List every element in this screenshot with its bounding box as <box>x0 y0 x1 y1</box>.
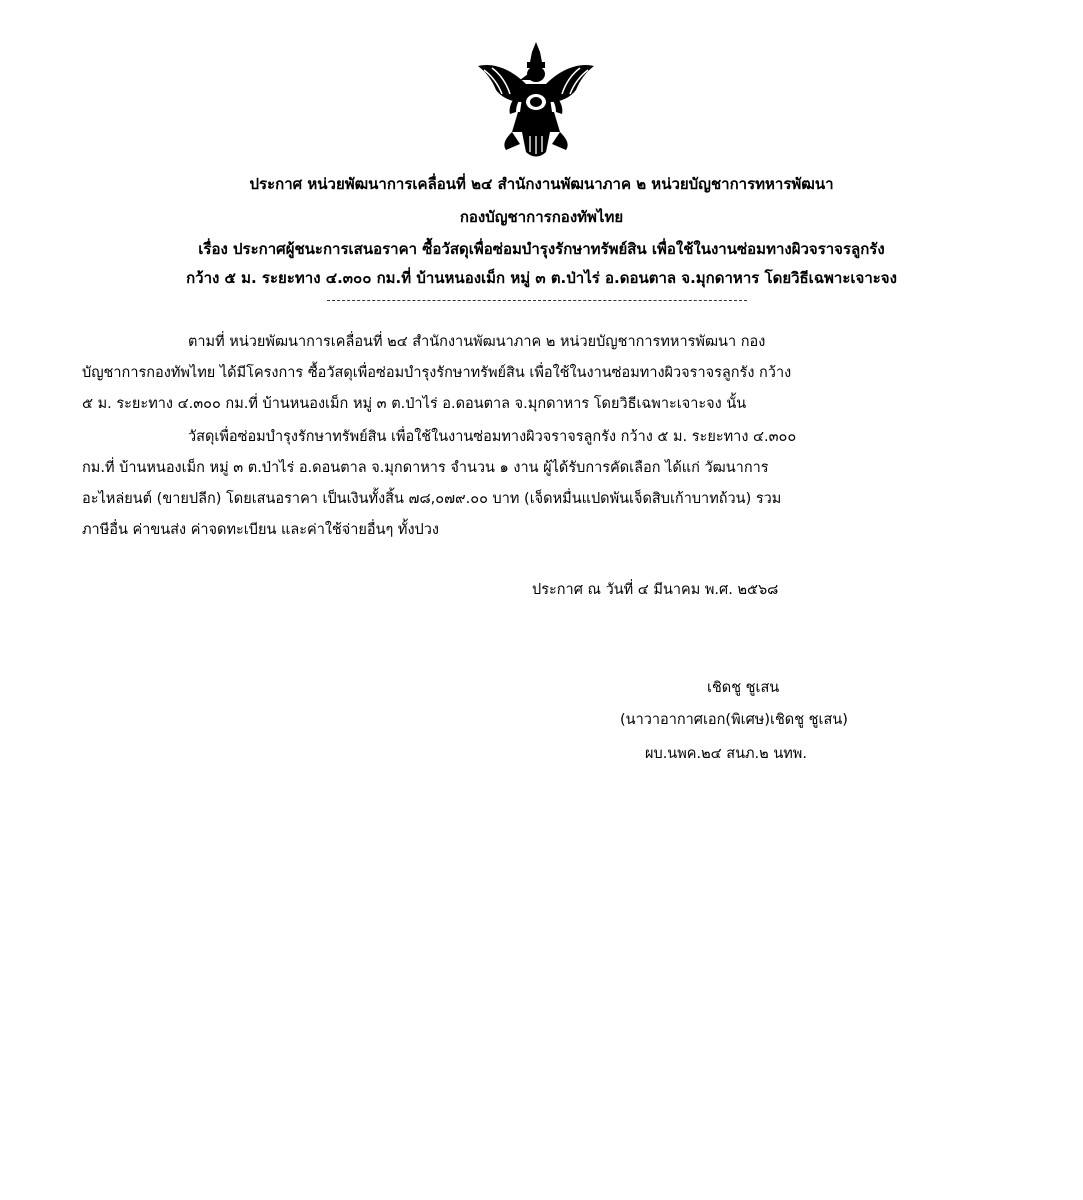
paragraph-1-line-1: ตามที่ หน่วยพัฒนาการเคลื่อนที่ ๒๔ สำนักงานพัฒนาภาค ๒ หน่วยบัญชาการทหารพัฒนา กอง <box>188 334 766 350</box>
paragraph-1-line-2: บัญชาการกองทัพไทย ได้มีโครงการ ซื้อวัสดุเพื่อซ่อมบำรุงรักษาทรัพย์สิน เพื่อใช้ในงานซ่อมทางผิวจราจรลูกรัง กว้าง <box>82 365 792 381</box>
paragraph-2-line-1: วัสดุเพื่อซ่อมบำรุงรักษาทรัพย์สิน เพื่อใช้ในงานซ่อมทางผิวจราจรลูกรัง กว้าง ๕ ม. ระยะทาง ๔.๓๐๐ <box>188 429 797 445</box>
signature-name: เชิดชู ชูเสน <box>707 680 780 696</box>
heading-subject-line-2: กว้าง ๕ ม. ระยะทาง ๔.๓๐๐ กม.ที่ บ้านหนองเม็ก หมู่ ๓ ต.ป่าไร่ อ.ดอนตาล จ.มุกดาหาร โดยวิธีเฉพาะเจาะจง <box>186 269 897 287</box>
heading-divider <box>327 300 747 301</box>
heading-line-1: ประกาศ หน่วยพัฒนาการเคลื่อนที่ ๒๔ สำนักงานพัฒนาภาค ๒ หน่วยบัญชาการทหารพัฒนา <box>249 175 834 193</box>
signature-full-name: (นาวาอากาศเอก(พิเศษ)เชิดชู ชูเสน) <box>620 712 848 728</box>
signature-position: ผบ.นพค.๒๔ สนภ.๒ นทพ. <box>645 746 807 762</box>
paragraph-2-line-4: ภาษีอื่น ค่าขนส่ง ค่าจดทะเบียน และค่าใช้จ่ายอื่นๆ ทั้งปวง <box>82 522 439 538</box>
garuda-emblem-icon <box>472 40 600 160</box>
paragraph-2-line-2: กม.ที่ บ้านหนองเม็ก หมู่ ๓ ต.ป่าไร่ อ.ดอนตาล จ.มุกดาหาร จำนวน ๑ งาน ผู้ได้รับการคัดเลือก ได้แก่ วัฒนาการ <box>82 460 769 476</box>
heading-subject-line: เรื่อง ประกาศผู้ชนะการเสนอราคา ซื้อวัสดุเพื่อซ่อมบำรุงรักษาทรัพย์สิน เพื่อใช้ในงานซ่อมทางผิวจราจรลูกรัง <box>198 240 885 258</box>
paragraph-1-line-3: ๕ ม. ระยะทาง ๔.๓๐๐ กม.ที่ บ้านหนองเม็ก หมู่ ๓ ต.ป่าไร่ อ.ดอนตาล จ.มุกดาหาร โดยวิธีเฉพาะเจาะจง นั้น <box>82 396 747 412</box>
announcement-date: ประกาศ ณ วันที่ ๔ มีนาคม พ.ศ. ๒๕๖๘ <box>532 582 779 598</box>
paragraph-2-line-3: อะไหล่ยนต์ (ขายปลีก) โดยเสนอราคา เป็นเงินทั้งสิ้น ๗๘,๐๗๙.๐๐ บาท (เจ็ดหมื่นแปดพันเจ็ดสิบเก้าบาทถ้วน) รวม <box>82 491 782 507</box>
heading-line-2: กองบัญชาการกองทัพไทย <box>459 208 624 226</box>
